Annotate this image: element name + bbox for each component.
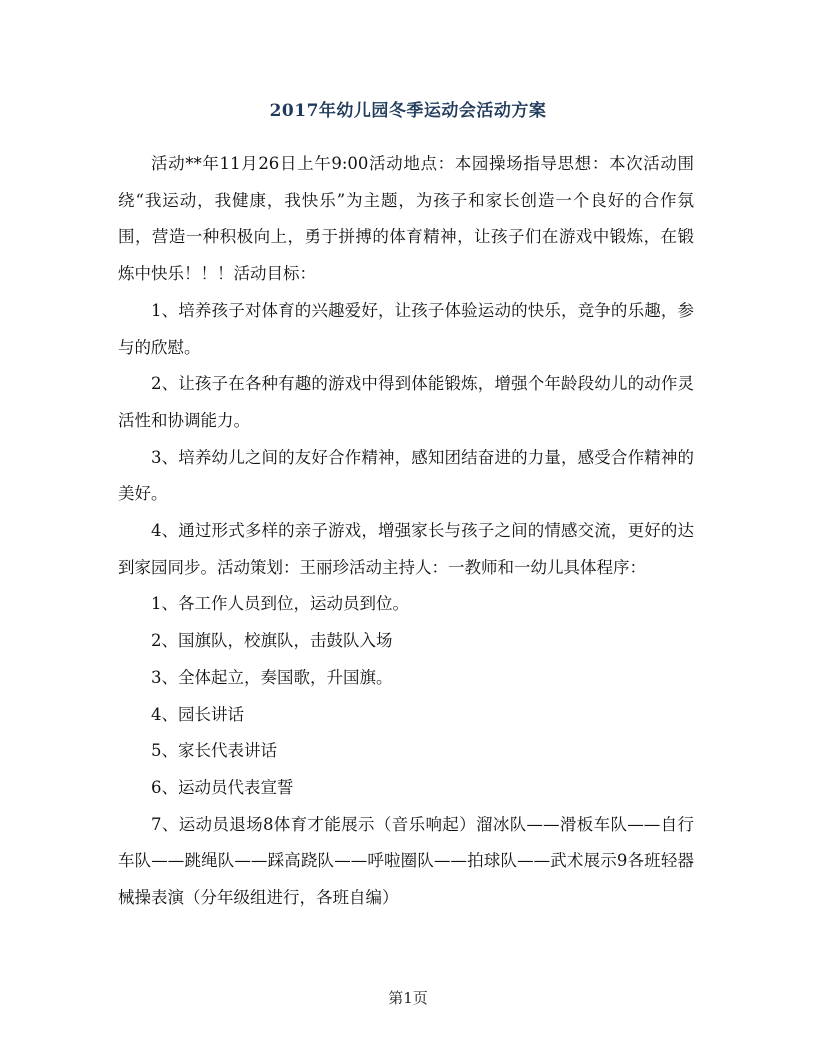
- paragraph-step-1: 1、各工作人员到位，运动员到位。: [151, 594, 409, 614]
- document-body: [118, 146, 694, 917]
- paragraph-step-5: 5、家长代表讲话: [151, 741, 277, 761]
- paragraph-step-4: 4、园长讲话: [151, 704, 244, 724]
- paragraph-goal-4: 4、通过形式多样的亲子游戏，增强家长与孩子之间的情感交流，更好的达到家园同步。活动策划：王丽珍活动主持人：一教师和一幼儿具体程序：: [118, 521, 694, 577]
- paragraph-step-2: 2、国旗队，校旗队，击鼓队入场: [151, 631, 393, 651]
- paragraph-goal-3: 3、培养幼儿之间的友好合作精神，感知团结奋进的力量，感受合作精神的美好。: [118, 447, 694, 504]
- page-number-footer: 第1页: [388, 989, 428, 1007]
- paragraph-step-6: 6、运动员代表宣誓: [151, 777, 294, 797]
- paragraph-intro: 活动**年11月26日上午9:00活动地点：本园操场指导思想：本次活动围绕“我运动，我健康，我快乐”为主题，为孩子和家长创造一个良好的合作氛围，营造一种积极向上，勇于拼搏的体育精神，让孩子们在游戏中锻炼，在锻炼中快乐！！！活动目标：: [118, 154, 694, 284]
- paragraph-goal-1: 1、培养孩子对体育的兴趣爱好，让孩子体验运动的快乐，竞争的乐趣，参与的欣慰。: [118, 300, 694, 357]
- paragraph-goal-2: 2、让孩子在各种有趣的游戏中得到体能锻炼，增强个年龄段幼儿的动作灵活性和协调能力。: [118, 374, 694, 430]
- document-title: 2017年幼儿园冬季运动会活动方案: [269, 101, 547, 121]
- paragraph-step-7: 7、运动员退场8体育才能展示（音乐响起）溜冰队——滑板车队——自行车队——跳绳队——踩高跷队——呼啦圈队——拍球队——武术展示9各班轻器械操表演（分年级组进行，各班自编）: [118, 814, 694, 908]
- paragraph-step-3: 3、全体起立，奏国歌，升国旗。: [151, 667, 393, 687]
